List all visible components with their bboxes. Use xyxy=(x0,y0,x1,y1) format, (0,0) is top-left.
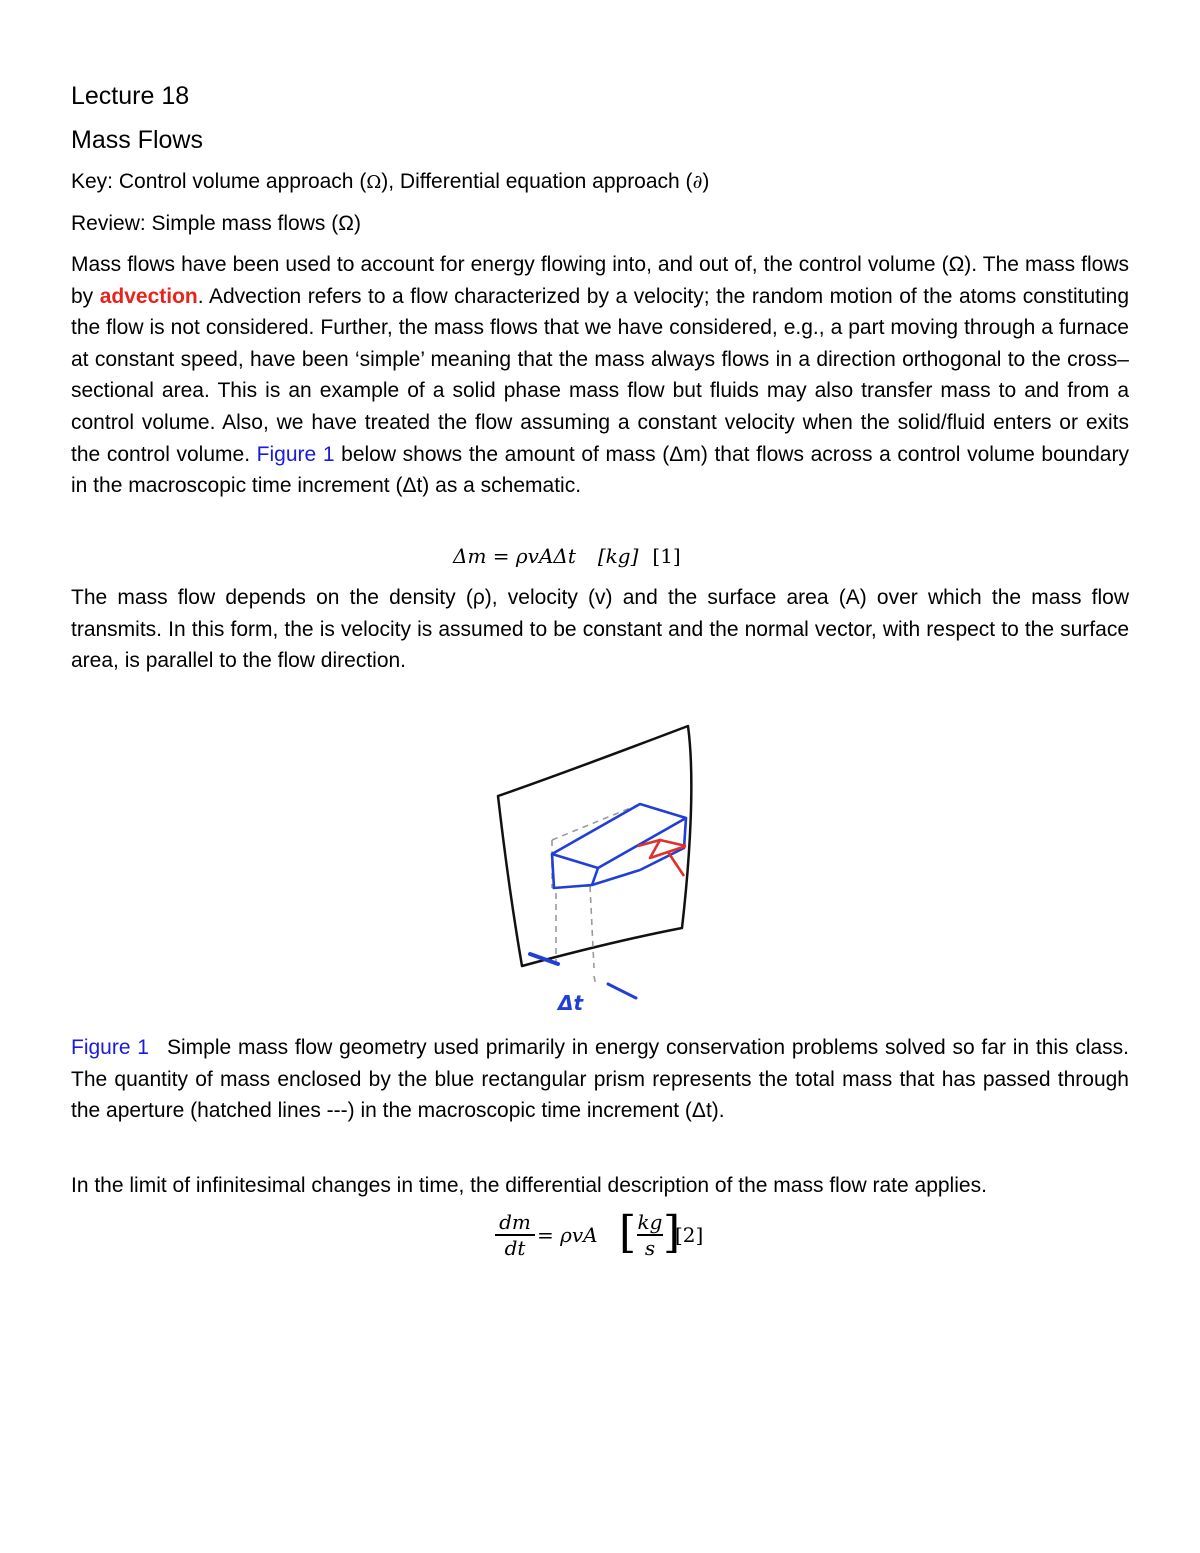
paragraph-text: . Advection refers to a flow characterized by a velocity; the random motion of the atoms constituting the flow is not considered. Further, the mass flows that we have considered, e.g., a part moving through a furnace at constant speed, have been ‘simple’ meaning that the mass always flows in a direction orthogonal to the cross–sectional area. This is an example of a solid phase mass flow but fluids may also transfer mass to and from a control volume. Also, we have treated the flow assuming a constant velocity when the solid/fluid enters or exits the control volume. xyxy=(71,284,1130,466)
omega-symbol: Ω xyxy=(338,212,354,235)
equation-number: [2] xyxy=(675,1223,704,1247)
equation-number: [1] xyxy=(652,544,681,568)
equation-lhs: Δm xyxy=(453,544,487,568)
bracket-left: [ xyxy=(619,1207,637,1258)
mass-flow-figure xyxy=(490,718,710,1018)
equation-rhs: = ρvAΔt xyxy=(486,544,576,568)
partial-symbol: ∂ xyxy=(692,171,703,193)
lecture-title: Lecture 18 xyxy=(71,82,190,110)
units-fraction xyxy=(637,1210,663,1260)
paragraph-mass-flow: The mass flow depends on the density (ρ), velocity (v) and the surface area (A) over which the mass flow transmits. In this form, the is velocity is assumed to be constant and the normal vector, with respect to the surface area, is parallel to the flow direction. xyxy=(71,586,1129,673)
advection-term: advection xyxy=(99,284,198,308)
caption-label: Figure 1 xyxy=(71,1036,149,1059)
key-middle: ), Differential equation approach ( xyxy=(381,170,693,193)
fraction-numerator: dm xyxy=(499,1210,531,1234)
blue-rectangular-prism xyxy=(552,804,686,888)
delta-t-label: Δt xyxy=(558,991,584,1015)
unit-numerator: kg xyxy=(637,1210,663,1234)
review-line xyxy=(71,210,361,238)
limit-sentence: In the limit of infinitesimal changes in time, the differential description of the mass flow rate applies. xyxy=(71,1174,987,1197)
bracket-right: ] xyxy=(663,1207,681,1258)
fraction-denominator: dt xyxy=(504,1235,526,1260)
paragraph-advection xyxy=(71,249,1129,502)
figure-1-link[interactable]: Figure 1 xyxy=(256,442,335,466)
right-marker-stroke xyxy=(608,984,636,998)
unit-denominator: s xyxy=(644,1235,656,1260)
equation-rhs: = ρvA xyxy=(537,1223,598,1247)
aperture-hatched-lines xyxy=(552,804,640,986)
equation-units: [kg] xyxy=(597,544,639,568)
key-suffix: ) xyxy=(702,170,710,193)
control-surface-sheet xyxy=(498,726,691,966)
caption-text: Simple mass flow geometry used primarily in energy conservation problems solved so far in this class. The quantity of mass enclosed by the blue rectangular prism represents the total mass that has passed through the aperture (hatched lines ---) in the macroscopic time increment (Δt). xyxy=(71,1036,1129,1123)
review-suffix: ) xyxy=(353,212,361,235)
figure-caption xyxy=(71,1032,1129,1127)
key-prefix: Key: Control volume approach ( xyxy=(71,170,367,193)
paragraph-text: below shows the amount of mass (Δm) that flows across a control volume boundary in the macroscopic time increment (Δt) as a schematic. xyxy=(71,442,1129,498)
section-title: Mass Flows xyxy=(71,126,203,154)
omega-symbol: Ω xyxy=(366,172,382,193)
paragraph-text: Mass flows have been used to account for energy flowing into, and out of, the control volume (Ω). The mass flows by xyxy=(71,253,1129,308)
review-prefix: Review: Simple mass flows ( xyxy=(71,212,339,235)
derivative-fraction xyxy=(495,1210,535,1260)
key-line xyxy=(71,168,709,197)
equation-1 xyxy=(453,542,681,570)
